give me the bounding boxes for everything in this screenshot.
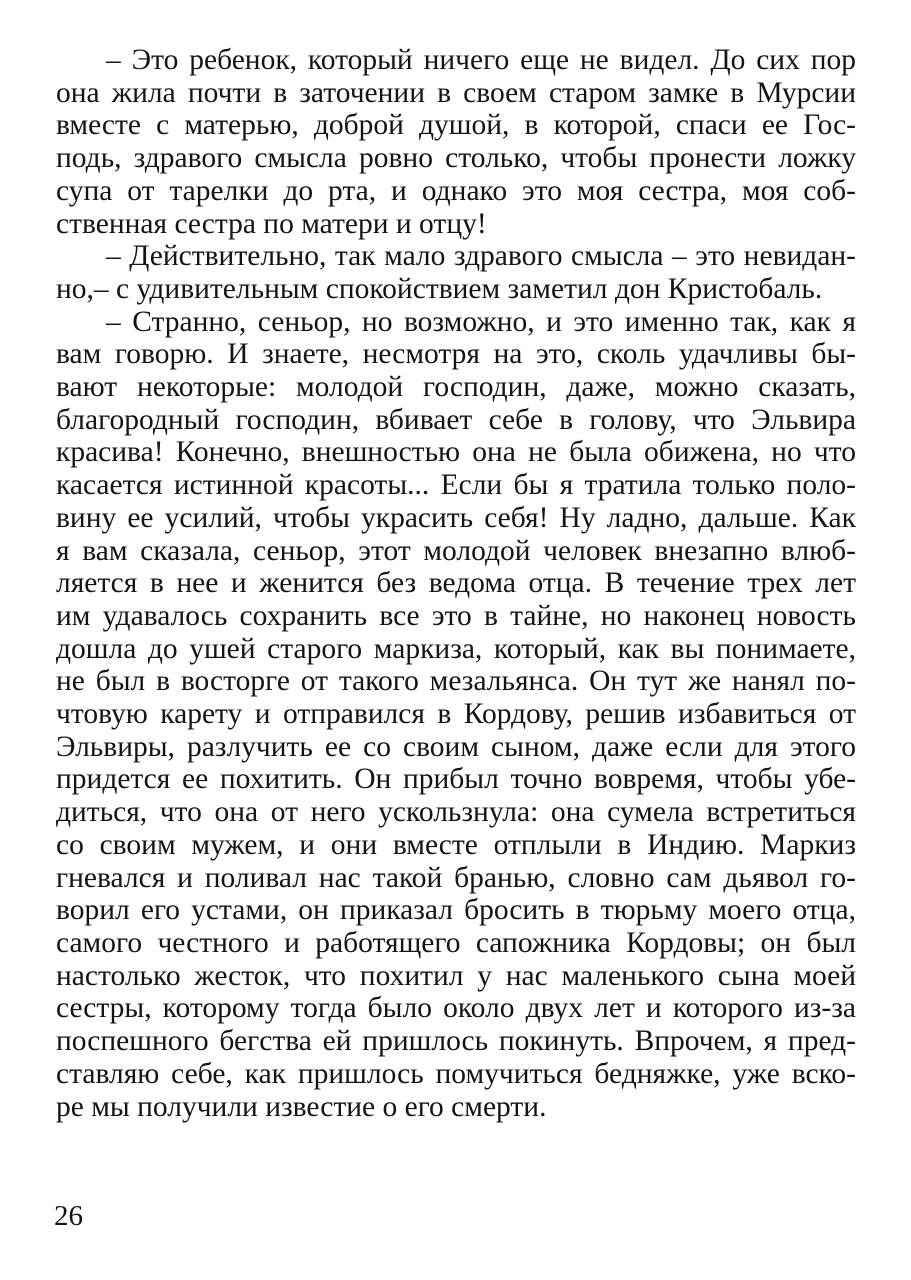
paragraph-line: со своим мужем, и они вместе отплыли в Индию. Маркиз (56, 828, 856, 861)
paragraph-line: ляется в нее и женится без ведома отца. В течение трех лет (56, 567, 856, 600)
paragraph-line: ставляю себе, как пришлось помучиться бедняжке, уже вско- (56, 1057, 856, 1090)
body-text (56, 44, 856, 1123)
paragraph-line: вместе с матерью, доброй душой, в которой, спаси ее Гос- (56, 109, 856, 142)
paragraph-line: красива! Конечно, внешностью она не была обижена, но что (56, 436, 856, 469)
paragraph-line: подь, здравого смысла ровно столько, чтобы пронести ложку (56, 142, 856, 175)
paragraph-line: вают некоторые: молодой господин, даже, можно сказать, (56, 371, 856, 404)
paragraph-line: я вам сказала, сеньор, этот молодой человек внезапно влюб- (56, 534, 856, 567)
paragraph-line: вину ее усилий, чтобы украсить себя! Ну ладно, дальше. Как (56, 501, 856, 534)
paragraph-line: диться, что она от него ускользнула: она сумела встретиться (56, 796, 856, 829)
paragraph-line: им удавалось сохранить все это в тайне, но наконец новость (56, 599, 856, 632)
paragraph-line: вам говорю. И знаете, несмотря на это, сколь удачливы бы- (56, 338, 856, 371)
paragraph-line: не был в восторге от такого мезальянса. Он тут же нанял по- (56, 665, 856, 698)
paragraph-line: благородный господин, вбивает себе в голову, что Эльвира (56, 403, 856, 436)
paragraph-line: дошла до ушей старого маркиза, который, как вы понимаете, (56, 632, 856, 665)
paragraph-line: настолько жесток, что похитил у нас маленького сына моей (56, 959, 856, 992)
paragraph-line: но,– с удивительным спокойствием заметил дон Кристобаль. (56, 272, 823, 305)
paragraph-line: ре мы получили известие о его смерти. (56, 1090, 547, 1123)
paragraph-line: придется ее похитить. Он прибыл точно вовремя, чтобы убе- (56, 763, 856, 796)
paragraph-line: Эльвиры, разлучить ее со своим сыном, даже если для этого (56, 730, 856, 763)
paragraph-line: сестры, которому тогда было около двух лет и которого из-за (56, 992, 856, 1025)
paragraph-line: гневался и поливал нас такой бранью, словно сам дьявол го- (56, 861, 856, 894)
paragraph-line: самого честного и работящего сапожника Кордовы; он был (56, 926, 856, 959)
paragraph-line: она жила почти в заточении в своем старом замке в Мурсии (56, 76, 856, 109)
paragraph-line: ворил его устами, он приказал бросить в тюрьму моего отца, (56, 894, 856, 927)
paragraph-line: ственная сестра по матери и отцу! (56, 207, 487, 240)
paragraph-line: – Это ребенок, который ничего еще не видел. До сих пор (106, 44, 856, 76)
paragraph-line: чтовую карету и отправился в Кордову, решив избавиться от (56, 698, 856, 731)
page-number: 26 (54, 1200, 83, 1232)
paragraph-line: – Действительно, так мало здравого смысла – это невидан- (106, 240, 856, 273)
paragraph-line: поспешного бегства ей пришлось покинуть. Впрочем, я пред- (56, 1025, 856, 1058)
paragraph-line: – Странно, сеньор, но возможно, и это именно так, как я (106, 305, 856, 338)
paragraph-line: супа от тарелки до рта, и однако это моя сестра, моя соб- (56, 174, 856, 207)
paragraph-line: касается истинной красоты... Если бы я тратила только поло- (56, 469, 856, 502)
